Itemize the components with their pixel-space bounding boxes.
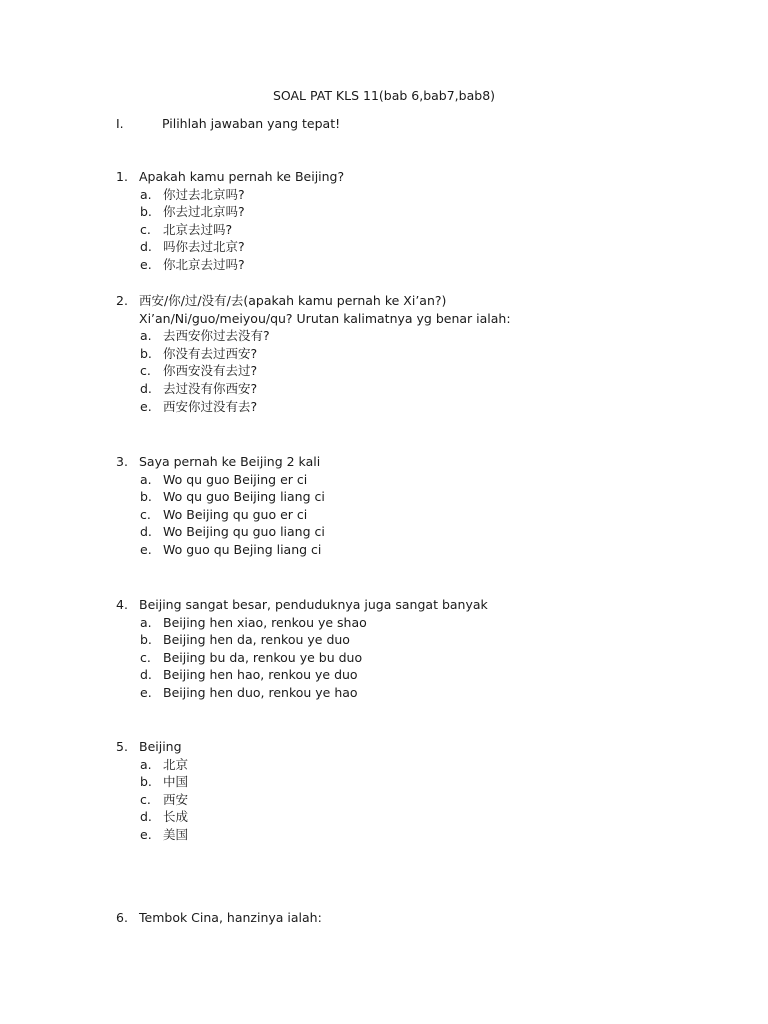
option-text: 北京去过吗? (163, 221, 233, 237)
option-letter: c. (140, 221, 151, 237)
document-title: SOAL PAT KLS 11(bab 6,bab7,bab8) (272, 88, 496, 103)
question-text: Apakah kamu pernah ke Beijing? (139, 169, 345, 184)
option-text: Wo qu guo Beijing er ci (163, 471, 308, 487)
question-text: Beijing sangat besar, penduduknya juga sangat banyak (139, 597, 488, 612)
option-letter: a. (140, 756, 152, 772)
question-text: Beijing (139, 739, 182, 754)
option-text: 美国 (163, 826, 189, 842)
option-text: 中国 (163, 774, 189, 790)
option-text: Beijing hen xiao, renkou ye shao (163, 614, 367, 630)
option-letter: e. (140, 256, 152, 272)
option-letter: d. (140, 809, 152, 825)
question-text: Tembok Cina, hanzinya ialah: (139, 910, 322, 925)
option-text: 你去过北京吗? (163, 204, 245, 220)
question-number: 1. (116, 169, 128, 184)
option-letter: b. (140, 204, 152, 220)
option-text: Wo qu guo Beijing liang ci (163, 489, 325, 505)
option-letter: d. (140, 524, 152, 540)
option-text: 北京 (163, 756, 189, 772)
option-letter: b. (140, 345, 152, 361)
option-text: 吗你去过北京? (163, 239, 245, 255)
option-letter: d. (140, 380, 152, 396)
option-letter: a. (140, 471, 152, 487)
option-text: 去过没有你西安? (163, 380, 258, 396)
option-text: Beijing hen duo, renkou ye hao (163, 684, 358, 700)
option-text: Wo Beijing qu guo er ci (163, 506, 308, 522)
option-text: 西安 (163, 791, 189, 807)
option-letter: c. (140, 506, 151, 522)
option-letter: e. (140, 541, 152, 557)
option-text: Wo guo qu Bejing liang ci (163, 541, 322, 557)
option-letter: a. (140, 186, 152, 202)
question-number: 6. (116, 910, 128, 925)
section-number: I. (116, 116, 124, 131)
option-text: Beijing hen da, renkou ye duo (163, 632, 350, 648)
option-text: 你西安没有去过? (163, 363, 258, 379)
option-letter: d. (140, 239, 152, 255)
option-text: Beijing hen hao, renkou ye duo (163, 667, 358, 683)
question-number: 5. (116, 739, 128, 754)
option-text: 你过去北京吗? (163, 186, 245, 202)
option-letter: b. (140, 632, 152, 648)
option-text: 长成 (163, 809, 189, 825)
section-instruction: Pilihlah jawaban yang tepat! (162, 116, 341, 131)
question-subtext: Xi’an/Ni/guo/meiyou/qu? Urutan kalimatnya yg benar ialah: (139, 310, 511, 326)
option-text: Wo Beijing qu guo liang ci (163, 524, 325, 540)
option-text: 去西安你过去没有? (163, 328, 270, 344)
option-letter: c. (140, 363, 151, 379)
option-letter: a. (140, 614, 152, 630)
question-number: 3. (116, 454, 128, 469)
question-text: Saya pernah ke Beijing 2 kali (139, 454, 321, 469)
option-letter: e. (140, 398, 152, 414)
option-letter: b. (140, 489, 152, 505)
option-letter: b. (140, 774, 152, 790)
option-letter: c. (140, 649, 151, 665)
option-letter: a. (140, 328, 152, 344)
option-letter: c. (140, 791, 151, 807)
question-number: 2. (116, 293, 128, 308)
option-text: 西安你过没有去? (163, 398, 258, 414)
option-letter: e. (140, 826, 152, 842)
option-text: Beijing bu da, renkou ye bu duo (163, 649, 363, 665)
option-text: 你北京去过吗? (163, 256, 245, 272)
question-number: 4. (116, 597, 128, 612)
option-letter: d. (140, 667, 152, 683)
question-text: 西安/你/过/没有/去(apakah kamu pernah ke Xi’an?) (139, 293, 447, 308)
option-letter: e. (140, 684, 152, 700)
option-text: 你没有去过西安? (163, 345, 258, 361)
